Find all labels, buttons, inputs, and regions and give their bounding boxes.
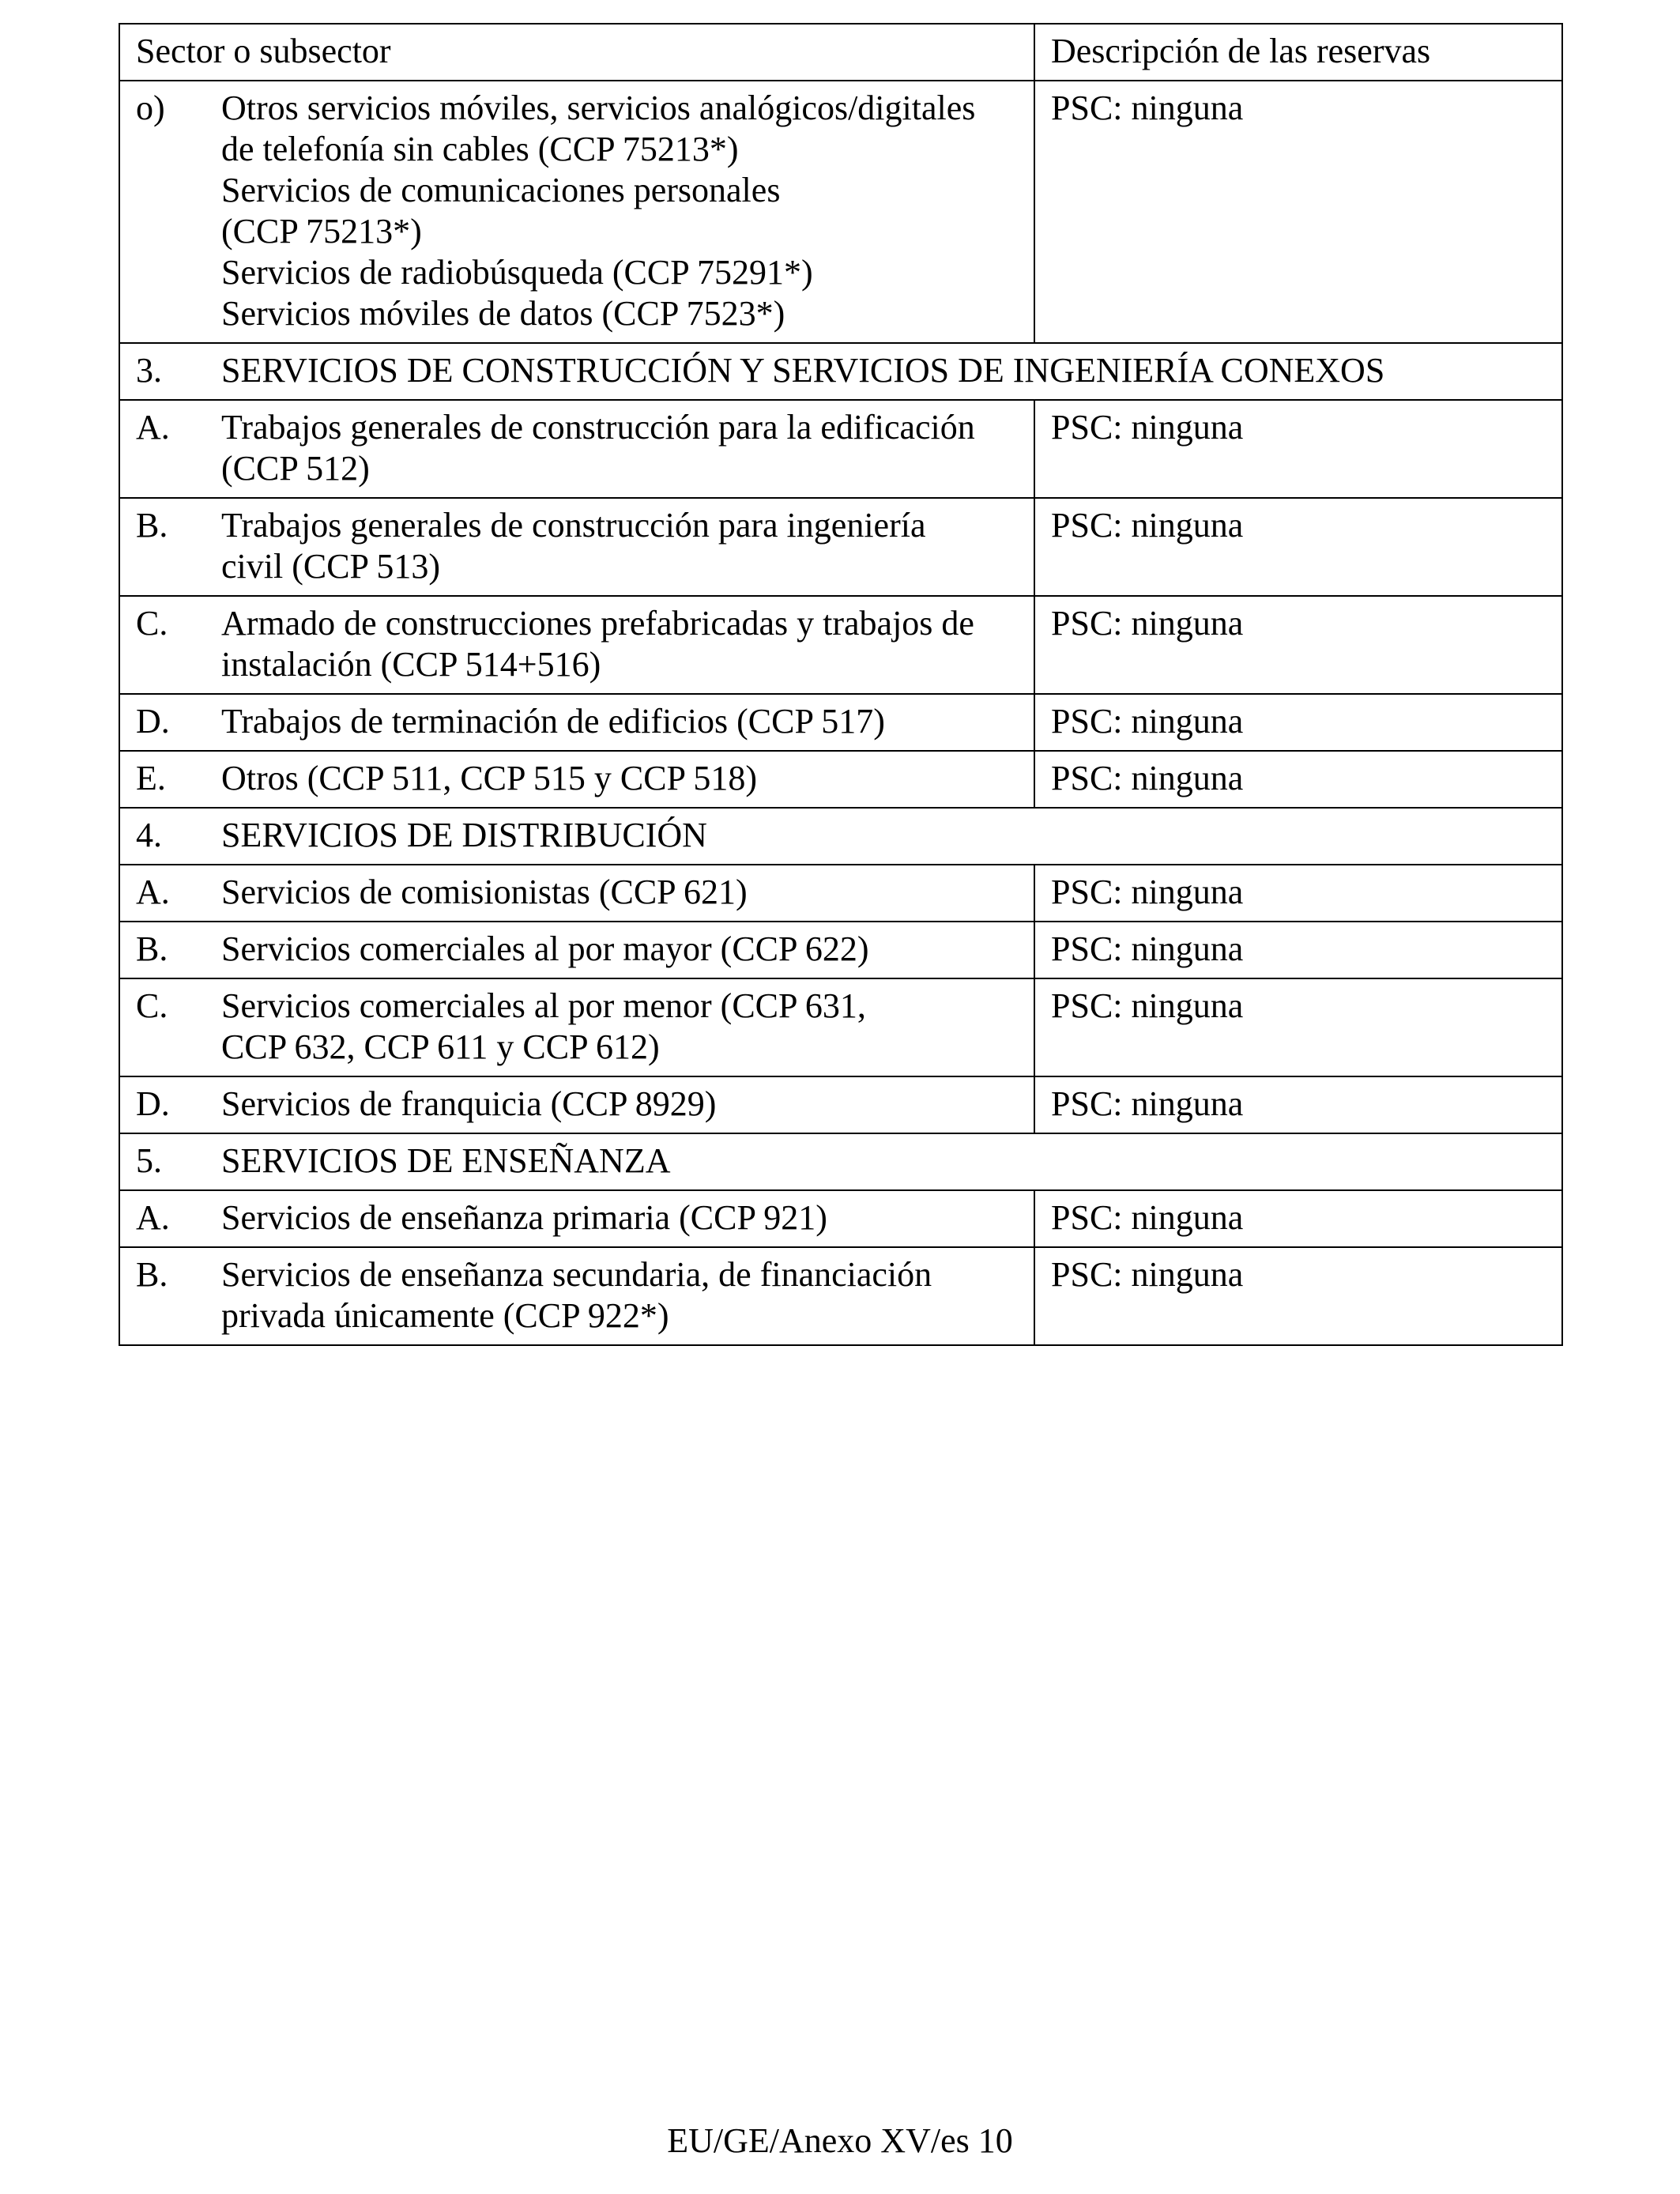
sector-cell (119, 498, 1034, 596)
reservation-description-cell: PSC: ninguna (1034, 81, 1562, 343)
reservations-table (119, 23, 1563, 1346)
table-row (119, 81, 1562, 343)
item-number: 5. (136, 1141, 162, 1180)
item-text-line: Servicios móviles de datos (CCP 7523*) (221, 294, 785, 333)
page-footer: EU/GE/Anexo XV/es 10 (667, 2121, 1013, 2160)
item-text-line: Armado de construcciones prefabricadas y trabajos de (221, 604, 974, 643)
sector-cell (119, 978, 1034, 1076)
sector-entry (136, 929, 1019, 970)
item-text-line: Servicios comerciales al por mayor (CCP 622) (221, 929, 869, 968)
item-text (221, 1084, 1019, 1125)
table-row (119, 751, 1562, 808)
item-text-line: instalación (CCP 514+516) (221, 645, 601, 684)
sector-entry (136, 872, 1019, 913)
sector-entry (136, 1254, 1019, 1336)
table-row (119, 1076, 1562, 1133)
reservation-description-cell: PSC: ninguna (1034, 400, 1562, 498)
sector-entry (136, 758, 1019, 799)
section-row (119, 1133, 1562, 1190)
sector-cell (119, 865, 1034, 922)
item-text (221, 758, 1019, 799)
reservation-description-cell: PSC: ninguna (1034, 922, 1562, 978)
item-text (221, 1140, 1547, 1182)
item-number: A. (136, 408, 170, 447)
sector-cell (119, 1076, 1034, 1133)
reservation-description-cell: PSC: ninguna (1034, 694, 1562, 751)
item-text (221, 407, 1019, 489)
table-body (119, 81, 1562, 1345)
item-text-line: Servicios de comunicaciones personales (221, 171, 781, 209)
reservation-description-cell: PSC: ninguna (1034, 751, 1562, 808)
table-row (119, 1247, 1562, 1345)
item-text-line: (CCP 512) (221, 449, 370, 488)
item-text-line: de telefonía sin cables (CCP 75213*) (221, 130, 739, 168)
item-text (221, 815, 1547, 856)
table-row (119, 400, 1562, 498)
item-number: C. (136, 986, 168, 1025)
section-heading-cell (119, 1133, 1562, 1190)
item-number: 4. (136, 816, 162, 854)
sector-entry (136, 603, 1019, 685)
header-sector: Sector o subsector (119, 24, 1034, 81)
table-row (119, 1190, 1562, 1247)
item-number: E. (136, 759, 166, 797)
sector-entry (136, 986, 1019, 1068)
item-text-line: (CCP 75213*) (221, 212, 422, 251)
item-text-line: Servicios de comisionistas (CCP 621) (221, 873, 748, 911)
sector-cell (119, 81, 1034, 343)
item-text-line: Trabajos de terminación de edificios (CCP 517) (221, 702, 885, 741)
item-number: C. (136, 604, 168, 643)
sector-entry (136, 1084, 1019, 1125)
item-text-line: Otros servicios móviles, servicios analógicos/digitales (221, 89, 976, 127)
sector-cell (119, 751, 1034, 808)
item-text-line: SERVICIOS DE ENSEÑANZA (221, 1141, 671, 1180)
table-row (119, 596, 1562, 694)
reservation-description-cell: PSC: ninguna (1034, 596, 1562, 694)
section-heading-cell (119, 343, 1562, 400)
sector-entry (136, 505, 1019, 587)
item-text-line: Servicios de radiobúsqueda (CCP 75291*) (221, 253, 813, 292)
item-text (221, 1197, 1019, 1238)
sector-entry (136, 701, 1019, 742)
reservation-description-cell: PSC: ninguna (1034, 1076, 1562, 1133)
table-row (119, 865, 1562, 922)
item-number: D. (136, 1084, 170, 1123)
table-row (119, 922, 1562, 978)
item-text (221, 88, 1019, 334)
item-text (221, 350, 1547, 391)
table-row (119, 498, 1562, 596)
item-text-line: civil (CCP 513) (221, 547, 441, 586)
table-header-row (119, 24, 1562, 81)
item-text (221, 872, 1019, 913)
item-text (221, 929, 1019, 970)
item-text (221, 1254, 1019, 1336)
item-text-line: Servicios comerciales al por menor (CCP 631, (221, 986, 866, 1025)
item-number: D. (136, 702, 170, 741)
item-number: o) (136, 89, 165, 127)
sector-cell (119, 1190, 1034, 1247)
item-text (221, 986, 1019, 1068)
sector-cell (119, 922, 1034, 978)
item-text-line: Trabajos generales de construcción para ingeniería (221, 506, 926, 545)
sector-entry (136, 88, 1019, 334)
item-number: B. (136, 929, 168, 968)
item-text-line: SERVICIOS DE DISTRIBUCIÓN (221, 816, 707, 854)
sector-entry (136, 815, 1547, 856)
table-row (119, 978, 1562, 1076)
reservation-description-cell: PSC: ninguna (1034, 1190, 1562, 1247)
item-text-line: privada únicamente (CCP 922*) (221, 1296, 669, 1335)
item-number: 3. (136, 351, 162, 390)
item-text-line: Servicios de franquicia (CCP 8929) (221, 1084, 717, 1123)
item-number: B. (136, 1255, 168, 1294)
section-row (119, 343, 1562, 400)
header-description: Descripción de las reservas (1034, 24, 1562, 81)
item-number: A. (136, 873, 170, 911)
reservation-description-cell: PSC: ninguna (1034, 978, 1562, 1076)
item-number: B. (136, 506, 168, 545)
item-text (221, 701, 1019, 742)
sector-entry (136, 407, 1019, 489)
sector-entry (136, 1140, 1547, 1182)
item-text-line: CCP 632, CCP 611 y CCP 612) (221, 1027, 660, 1066)
item-text-line: SERVICIOS DE CONSTRUCCIÓN Y SERVICIOS DE INGENIERÍA CONEXOS (221, 351, 1385, 390)
reservation-description-cell: PSC: ninguna (1034, 865, 1562, 922)
reservation-description-cell: PSC: ninguna (1034, 498, 1562, 596)
item-text-line: Trabajos generales de construcción para la edificación (221, 408, 975, 447)
sector-cell (119, 596, 1034, 694)
item-text (221, 603, 1019, 685)
sector-entry (136, 1197, 1019, 1238)
sector-cell (119, 694, 1034, 751)
item-text-line: Otros (CCP 511, CCP 515 y CCP 518) (221, 759, 758, 797)
item-number: A. (136, 1198, 170, 1237)
section-heading-cell (119, 808, 1562, 865)
section-row (119, 808, 1562, 865)
sector-cell (119, 1247, 1034, 1345)
item-text-line: Servicios de enseñanza secundaria, de financiación (221, 1255, 932, 1294)
sector-entry (136, 350, 1547, 391)
item-text-line: Servicios de enseñanza primaria (CCP 921) (221, 1198, 827, 1237)
table-row (119, 694, 1562, 751)
item-text (221, 505, 1019, 587)
reservation-description-cell: PSC: ninguna (1034, 1247, 1562, 1345)
sector-cell (119, 400, 1034, 498)
